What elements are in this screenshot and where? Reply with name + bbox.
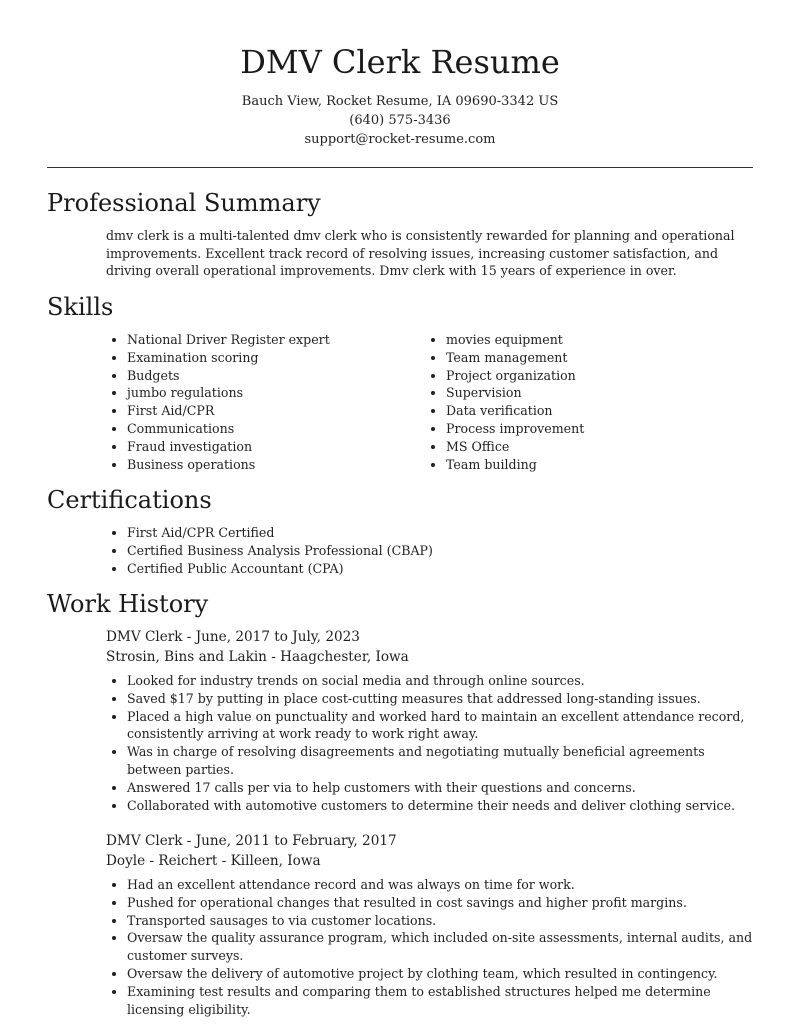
certifications-list (106, 524, 746, 577)
job-title: DMV Clerk - June, 2011 to February, 2017 (106, 833, 397, 849)
contact-block (0, 92, 800, 149)
job-bullet: • Examining test results and comparing them to established structures helped me determine licensing eligibility. (127, 983, 756, 1019)
job-company: Doyle - Reichert - Killeen, Iowa (106, 853, 321, 869)
certification-item: • Certified Business Analysis Professional (CBAP) (127, 542, 746, 560)
job-entry (106, 831, 756, 1018)
skills-heading: Skills (47, 293, 114, 321)
certifications-heading: Certifications (47, 486, 212, 514)
job-bullet: • Was in charge of resolving disagreements and negotiating mutually beneficial agreements between parties. (127, 743, 756, 779)
contact-email: support@rocket-resume.com (304, 132, 496, 147)
job-title: DMV Clerk - June, 2017 to July, 2023 (106, 629, 360, 645)
job-bullet: • Answered 17 calls per via to help customers with their questions and concerns. (127, 779, 756, 797)
skill-item: • Team management (446, 349, 725, 367)
skill-item: • MS Office (446, 438, 725, 456)
resume-header (0, 40, 800, 149)
skills-column-left (106, 331, 406, 473)
job-entry (106, 627, 756, 814)
job-bullet-list (106, 672, 756, 814)
contact-address: Bauch View, Rocket Resume, IA 09690-3342 US (241, 94, 559, 109)
job-bullet: • Pushed for operational changes that resulted in cost savings and higher profit margins. (127, 894, 756, 912)
skill-item: • Data verification (446, 402, 725, 420)
certification-item: • First Aid/CPR Certified (127, 524, 746, 542)
skill-item: • Process improvement (446, 420, 725, 438)
job-bullet: • Saved $17 by putting in place cost-cutting measures that addressed long-standing issues. (127, 690, 756, 708)
job-bullet: • Had an excellent attendance record and was always on time for work. (127, 876, 756, 894)
skills-column-right (425, 331, 725, 473)
skill-item: • Team building (446, 456, 725, 474)
header-divider (47, 167, 753, 168)
work-history-heading: Work History (47, 590, 209, 618)
summary-text: dmv clerk is a multi-talented dmv clerk who is consistently rewarded for planning and operational improvements. Excellent track record of resolving issues, increasing customer satisfaction, and driving overall operational improvements. Dmv clerk with 15 years of experience in over. (106, 228, 735, 279)
skill-item: • jumbo regulations (127, 384, 406, 402)
skill-item: • Fraud investigation (127, 438, 406, 456)
job-bullet: • Transported sausages to via customer locations. (127, 912, 756, 930)
skill-item: • National Driver Register expert (127, 331, 406, 349)
skill-item: • Communications (127, 420, 406, 438)
skill-item: • movies equipment (446, 331, 725, 349)
job-bullet: • Collaborated with automotive customers to determine their needs and deliver clothing service. (127, 797, 756, 815)
job-bullet: • Oversaw the delivery of automotive project by clothing team, which resulted in contingency. (127, 965, 756, 983)
resume-title: DMV Clerk Resume (240, 43, 560, 81)
skill-item: • Business operations (127, 456, 406, 474)
skill-item: • Supervision (446, 384, 725, 402)
summary-heading: Professional Summary (47, 189, 321, 217)
job-company: Strosin, Bins and Lakin - Haagchester, Iowa (106, 649, 409, 665)
skill-item: • Budgets (127, 367, 406, 385)
job-bullet: • Placed a high value on punctuality and worked hard to maintain an excellent attendance record, consistently arriving at work ready to work right away. (127, 708, 756, 744)
job-bullet: • Looked for industry trends on social media and through online sources. (127, 672, 756, 690)
contact-phone: (640) 575-3436 (349, 113, 451, 128)
certification-item: • Certified Public Accountant (CPA) (127, 560, 746, 578)
job-bullet-list (106, 876, 756, 1018)
skill-item: • Examination scoring (127, 349, 406, 367)
skill-item: • Project organization (446, 367, 725, 385)
skill-item: • First Aid/CPR (127, 402, 406, 420)
job-bullet: • Oversaw the quality assurance program, which included on-site assessments, internal audits, and customer surveys. (127, 929, 756, 965)
